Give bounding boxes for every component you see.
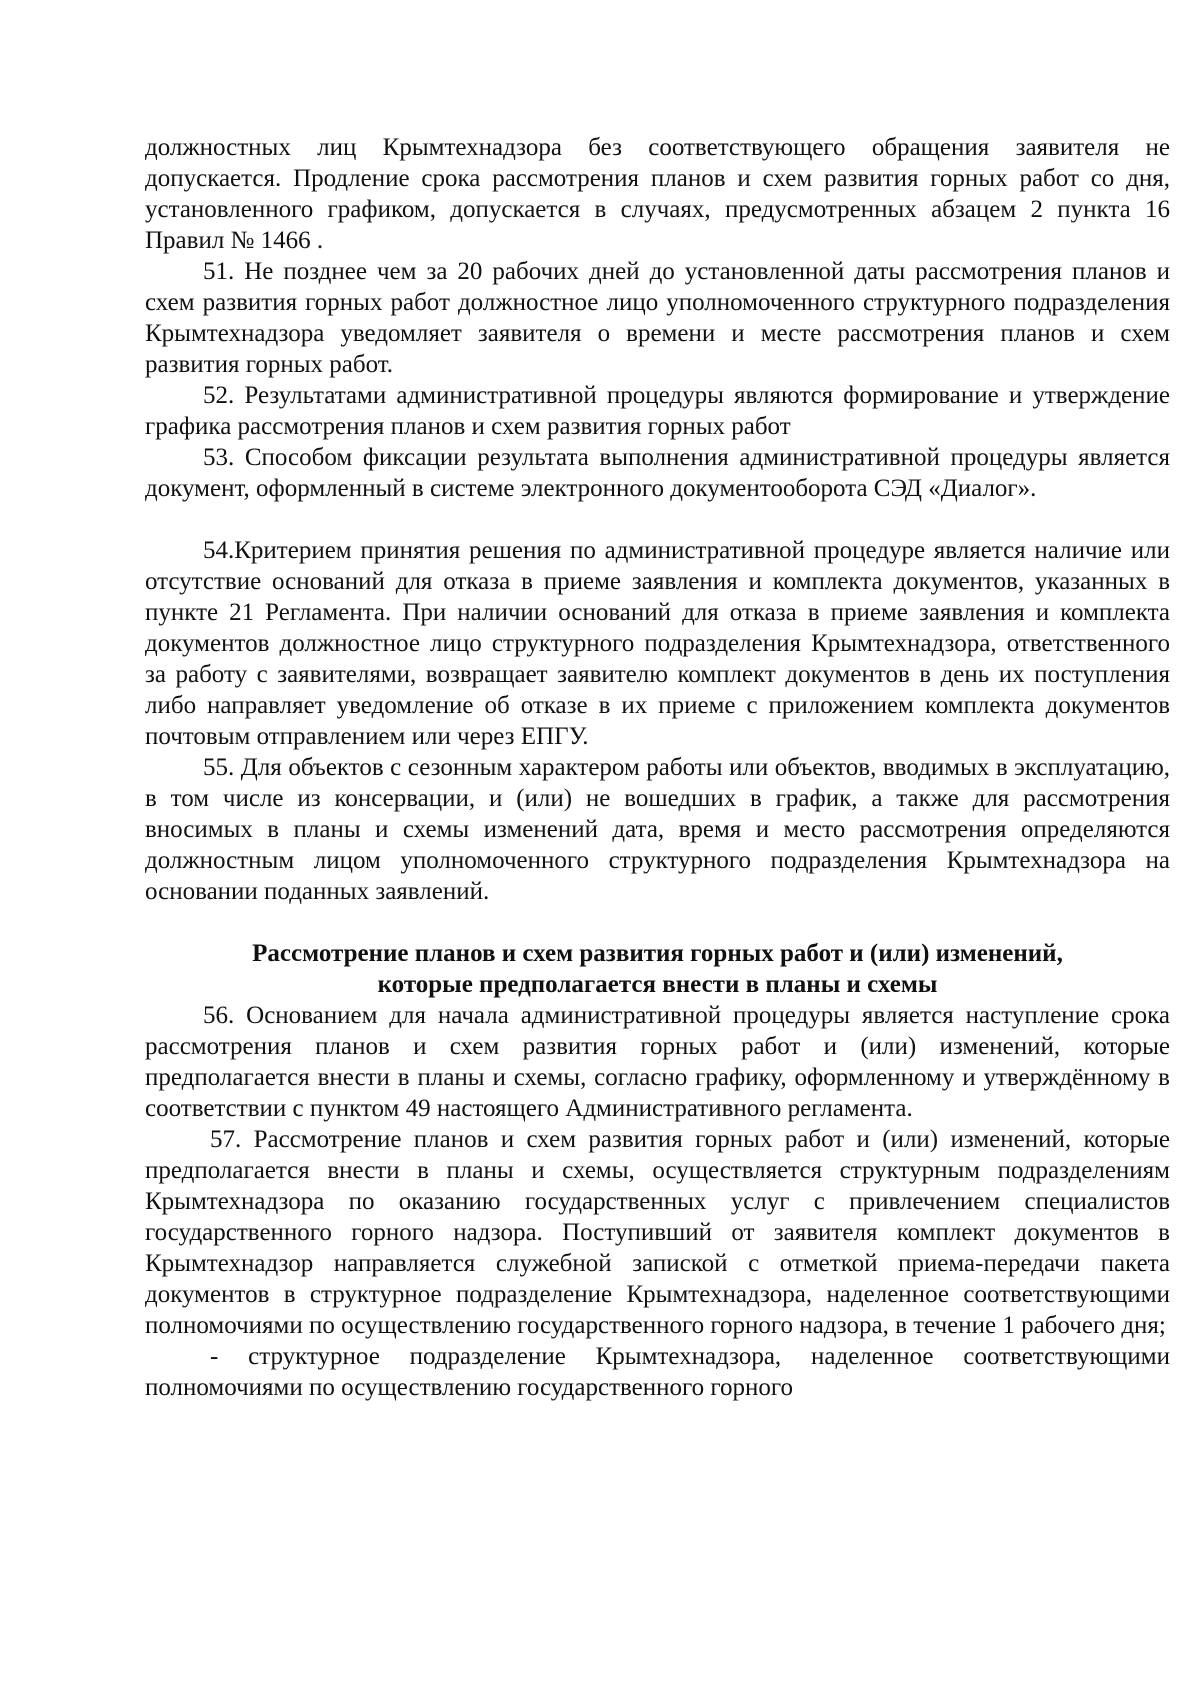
paragraph-54: 54.Критерием принятия решения по административной процедуре является наличие или отсутствие оснований для отказа в приеме заявления и комплекта документов, указанных в пункте 21 Регламента. При наличии оснований для отказа в приеме заявления и комплекта документов должностное лицо структурного подразделения Крымтехнадзора, ответственного за работу с заявителями, возвращает заявителю комплект документов в день их поступления либо направляет уведомление об отказе в их приеме с приложением комплекта документов почтовым отправлением или через ЕПГУ. bbox=[145, 537, 1170, 750]
paragraph-53: 53. Способом фиксации результата выполнения административной процедуры является документ, оформленный в системе электронного документооборота СЭД «Диалог». bbox=[145, 444, 1170, 502]
paragraph-52: 52. Результатами административной процедуры являются формирование и утверждение графика рассмотрения планов и схем развития горных работ bbox=[145, 382, 1170, 440]
section-heading bbox=[145, 938, 1170, 1000]
section-heading-line-1: Рассмотрение планов и схем развития горных работ и (или) изменений, bbox=[252, 940, 1063, 967]
paragraph-dash-item: - структурное подразделение Крымтехнадзора, наделенное соответствующими полномочиями по осуществлению государственного горного bbox=[145, 1343, 1170, 1401]
paragraph-57: 57. Рассмотрение планов и схем развития горных работ и (или) изменений, которые предполагается внести в планы и схемы, осуществляется структурным подразделениям Крымтехнадзора по оказанию государственных услуг с привлечением специалистов государственного горного надзора. Поступивший от заявителя комплект документов в Крымтехнадзор направляется служебной запиской с отметкой приема-передачи пакета документов в структурное подразделение Крымтехнадзора, наделенное соответствующими полномочиями по осуществлению государственного горного надзора, в течение 1 рабочего дня; bbox=[145, 1126, 1170, 1339]
document-page bbox=[145, 132, 1170, 1403]
paragraph-51: 51. Не позднее чем за 20 рабочих дней до установленной даты рассмотрения планов и схем развития горных работ должностное лицо уполномоченного структурного подразделения Крымтехнадзора уведомляет заявителя о времени и месте рассмотрения планов и схем развития горных работ. bbox=[145, 258, 1170, 378]
paragraph-56: 56. Основанием для начала административной процедуры является наступление срока рассмотрения планов и схем развития горных работ и (или) изменений, которые предполагается внести в планы и схемы, согласно графику, оформленному и утверждённому в соответствии с пунктом 49 настоящего Административного регламента. bbox=[145, 1002, 1170, 1122]
paragraph-continuation: должностных лиц Крымтехнадзора без соответствующего обращения заявителя не допускается. Продление срока рассмотрения планов и схем развития горных работ со дня, установленного графиком, допускается в случаях, предусмотренных абзацем 2 пункта 16 Правил № 1466 . bbox=[145, 134, 1170, 254]
paragraph-55: 55. Для объектов с сезонным характером работы или объектов, вводимых в эксплуатацию, в том числе из консервации, и (или) не вошедших в график, а также для рассмотрения вносимых в планы и схемы изменений дата, время и место рассмотрения определяются должностным лицом уполномоченного структурного подразделения Крымтехнадзора на основании поданных заявлений. bbox=[145, 754, 1170, 905]
section-heading-line-2: которые предполагается внести в планы и схемы bbox=[377, 971, 938, 998]
